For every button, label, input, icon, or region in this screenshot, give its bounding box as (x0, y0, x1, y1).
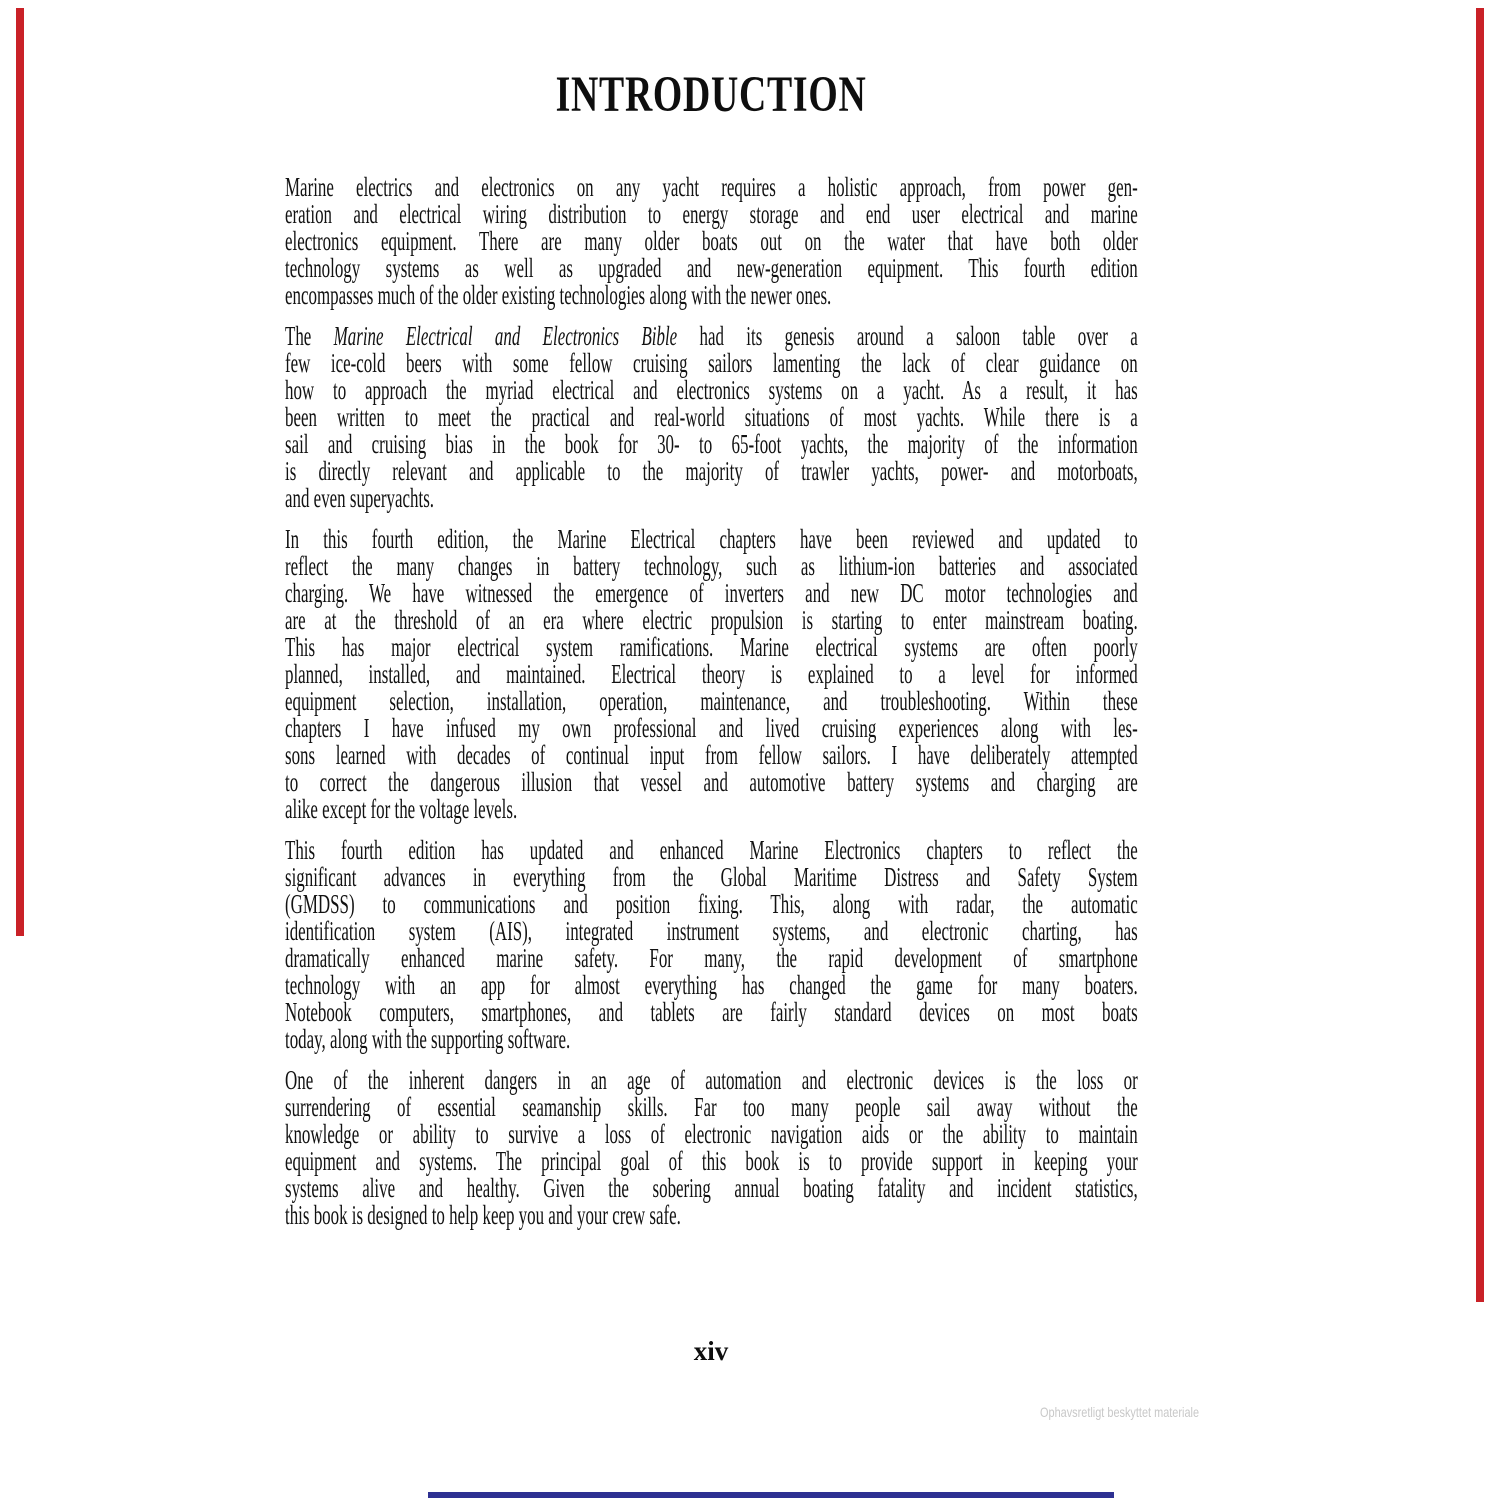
copyright-watermark-text: Ophavsretligt beskyttet materiale (1040, 1404, 1200, 1420)
paragraph-line: This fourth edition has updated and enhanced Marine Electronics chapters to reflect the (285, 835, 1138, 865)
paragraph-line: today, along with the supporting software. (285, 1024, 571, 1054)
paragraph-line: The Marine Electrical and Electronics Bible had its genesis around a saloon table over a (285, 321, 1138, 351)
paragraph-line: alike except for the voltage levels. (285, 794, 518, 824)
paragraph (285, 1067, 1137, 1229)
chapter-title (285, 67, 1137, 123)
paragraph-line: chapters I have infused my own professional and lived cruising experiences along with les- (285, 713, 1138, 743)
paragraph-line: this book is designed to help keep you and your crew safe. (285, 1200, 681, 1230)
chapter-title-text: INTRODUCTION (555, 67, 867, 123)
paragraph-line: technology systems as well as upgraded and new-generation equipment. This fourth edition (285, 253, 1138, 283)
paragraph-line: and even superyachts. (285, 483, 435, 513)
paragraph-line: identification system (AIS), integrated instrument systems, and electronic charting, has (285, 916, 1138, 946)
copyright-watermark (1040, 1404, 1244, 1422)
paragraph-line: Marine electrics and electronics on any yacht requires a holistic approach, from power gen- (285, 172, 1138, 202)
paragraph-line: significant advances in everything from the Global Maritime Distress and Safety System (285, 862, 1138, 892)
page-number: xiv (693, 1336, 729, 1366)
paragraph (285, 526, 1137, 823)
paragraph-line: planned, installed, and maintained. Electrical theory is explained to a level for informed (285, 659, 1138, 689)
paragraph-line: been written to meet the practical and real-world situations of most yachts. While there is a (285, 402, 1138, 432)
paragraph-line: knowledge or ability to survive a loss of electronic navigation aids or the ability to maintain (285, 1119, 1138, 1149)
paragraph-line: charging. We have witnessed the emergence of inverters and new DC motor technologies and (285, 578, 1138, 608)
left-page-edge-bar (16, 8, 24, 936)
paragraph-line: few ice-cold beers with some fellow cruising sailors lamenting the lack of clear guidance on (285, 348, 1138, 378)
paragraph-line: how to approach the myriad electrical and electronics systems on a yacht. As a result, it has (285, 375, 1138, 405)
paragraph-line: are at the threshold of an era where electric propulsion is starting to enter mainstream boating. (285, 605, 1138, 635)
paragraph-line: equipment and systems. The principal goal of this book is to provide support in keeping your (285, 1146, 1138, 1176)
bottom-page-edge-bar (428, 1492, 1114, 1498)
paragraph-line: electronics equipment. There are many older boats out on the water that have both older (285, 226, 1138, 256)
paragraph-line: sail and cruising bias in the book for 30- to 65-foot yachts, the majority of the information (285, 429, 1138, 459)
paragraph-line: In this fourth edition, the Marine Electrical chapters have been reviewed and updated to (285, 524, 1138, 554)
paragraph (285, 174, 1137, 309)
paragraph-line: systems alive and healthy. Given the sobering annual boating fatality and incident statistics, (285, 1173, 1138, 1203)
right-page-edge-bar (1476, 8, 1484, 1302)
paragraph-line: surrendering of essential seamanship skills. Far too many people sail away without the (285, 1092, 1138, 1122)
paragraph-line: This has major electrical system ramifications. Marine electrical systems are often poorly (285, 632, 1138, 662)
paragraph-line: to correct the dangerous illusion that vessel and automotive battery systems and charging are (285, 767, 1138, 797)
paragraph (285, 323, 1137, 512)
introduction-text (285, 174, 1137, 1243)
paragraph-line: sons learned with decades of continual input from fellow sailors. I have deliberately attempted (285, 740, 1138, 770)
paragraph-line: technology with an app for almost everything has changed the game for many boaters. (285, 970, 1138, 1000)
paragraph-line: is directly relevant and applicable to the majority of trawler yachts, power- and motorboats, (285, 456, 1138, 486)
paragraph-line: encompasses much of the older existing technologies along with the newer ones. (285, 280, 832, 310)
paragraph-line: reflect the many changes in battery technology, such as lithium-ion batteries and associated (285, 551, 1138, 581)
paragraph (285, 837, 1137, 1053)
paragraph-line: dramatically enhanced marine safety. For many, the rapid development of smartphone (285, 943, 1138, 973)
paragraph-line: equipment selection, installation, operation, maintenance, and troubleshooting. Within these (285, 686, 1138, 716)
paragraph-line: One of the inherent dangers in an age of automation and electronic devices is the loss or (285, 1065, 1138, 1095)
paragraph-line: (GMDSS) to communications and position fixing. This, along with radar, the automatic (285, 889, 1138, 919)
paragraph-line: Notebook computers, smartphones, and tablets are fairly standard devices on most boats (285, 997, 1138, 1027)
paragraph-line: eration and electrical wiring distribution to energy storage and end user electrical and marine (285, 199, 1138, 229)
